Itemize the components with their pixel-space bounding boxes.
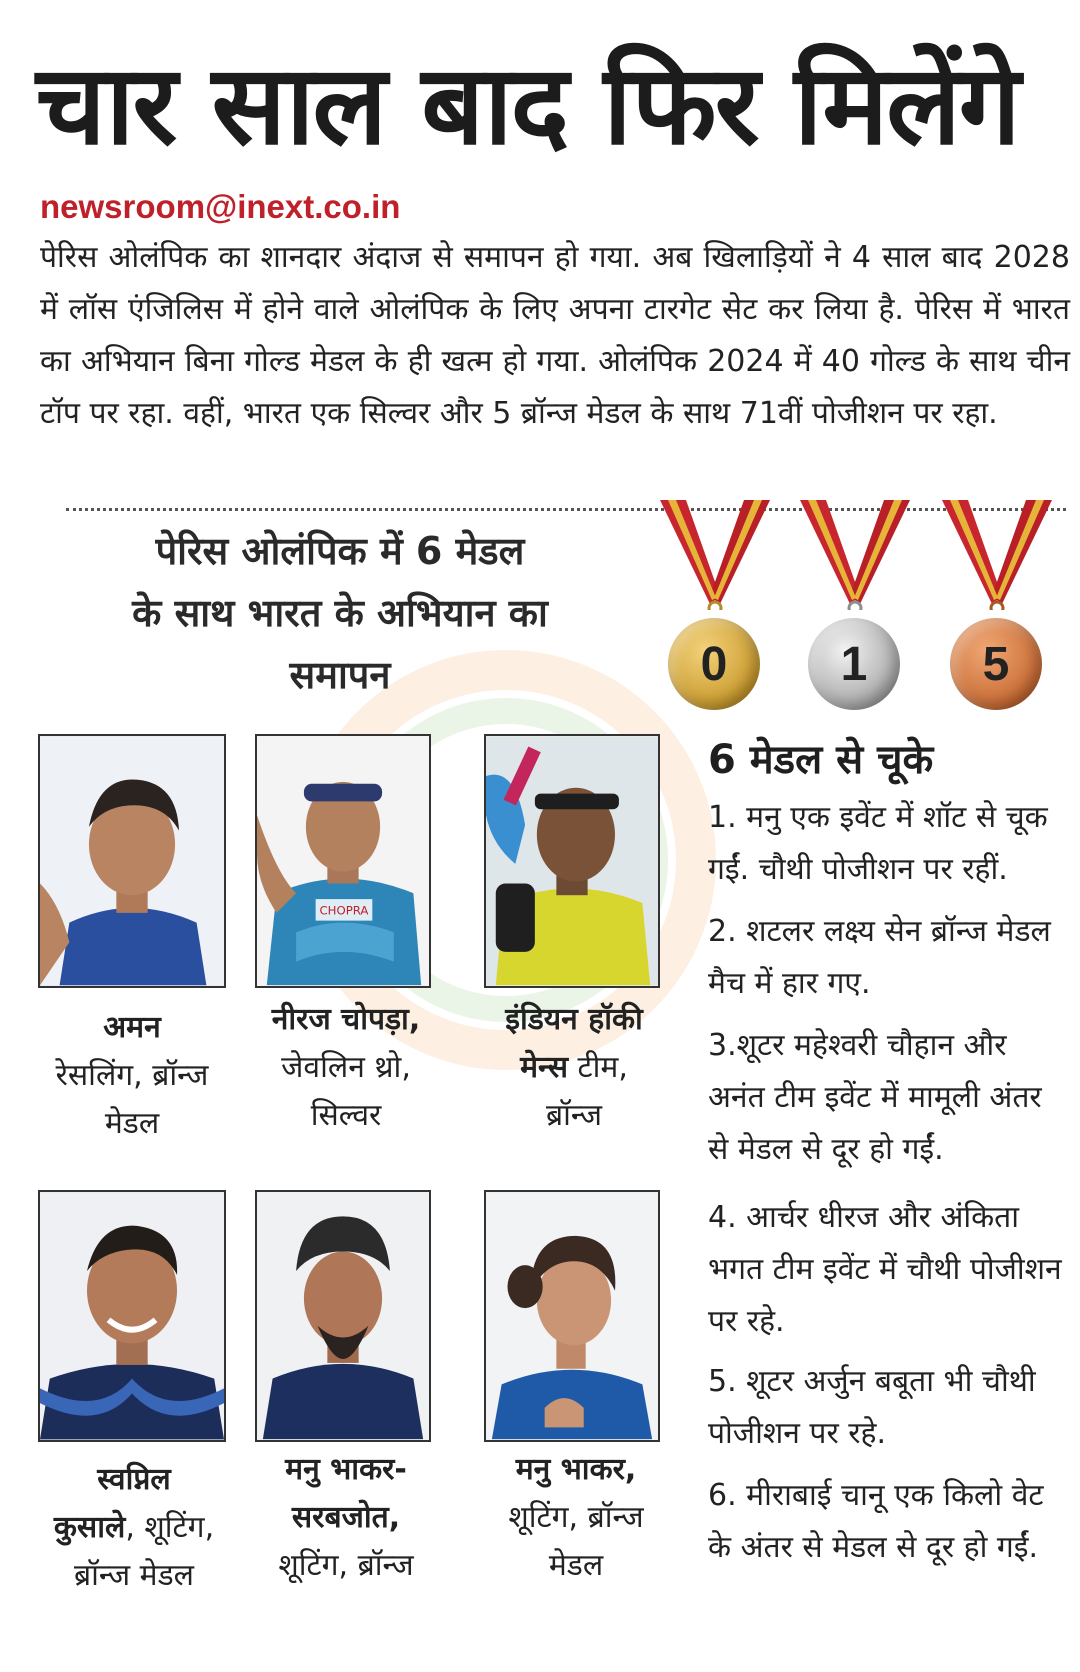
caption-manu-bhaker [476, 1446, 676, 1590]
caption-manu-bhaker-detail-2: मेडल [548, 1548, 604, 1583]
jersey-name: CHOPRA [319, 903, 369, 918]
bronze-medal [942, 500, 1052, 710]
caption-swapnil-name-2: कुसाले [53, 1510, 126, 1545]
ribbon-icon [800, 500, 910, 610]
missed-item-6: 6. मीराबाई चानू एक किलो वेट के अंतर से मेडल से दूर हो गईं. [708, 1478, 1044, 1565]
athlete-portrait-icon [40, 1192, 224, 1440]
section-title-line-3: समापन [289, 653, 391, 697]
section-title-line-1: पेरिस ओलंपिक में 6 मेडल [155, 529, 525, 573]
caption-hockey [464, 996, 684, 1140]
caption-aman-name: अमन [103, 1010, 161, 1045]
photo-manu-bhaker [484, 1190, 660, 1442]
caption-neeraj-detail-2: सिल्वर [310, 1098, 382, 1133]
photo-neeraj-chopra [255, 734, 431, 988]
photo-aman [38, 734, 226, 988]
photo-manu-sarabjot [255, 1190, 431, 1442]
photo-indian-hockey [484, 734, 660, 988]
caption-manu-sarabjot [246, 1446, 446, 1590]
silver-medal-count: 1 [808, 618, 900, 710]
caption-manu-sarabjot-name-2: सरबजोत, [291, 1500, 401, 1535]
ribbon-icon [942, 500, 1052, 610]
caption-manu-bhaker-detail-1: शूटिंग, ब्रॉन्ज [508, 1500, 644, 1535]
caption-aman-detail-1: रेसलिंग, ब्रॉन्ज [55, 1058, 209, 1093]
caption-hockey-detail-1: टीम, [577, 1050, 628, 1085]
caption-manu-sarabjot-name: मनु भाकर- [285, 1452, 407, 1487]
author-email[interactable]: newsroom@inext.co.in [40, 188, 401, 225]
caption-aman-detail-2: मेडल [104, 1106, 160, 1141]
caption-manu-bhaker-name: मनु भाकर, [515, 1452, 637, 1487]
athlete-portrait-icon [40, 736, 224, 986]
missed-item-5: 5. शूटर अर्जुन बबूता भी चौथी पोजीशन पर रहे. [708, 1364, 1036, 1451]
missed-medals-title: 6 मेडल से चूके [708, 737, 934, 783]
silver-medal [800, 500, 910, 710]
caption-swapnil [34, 1456, 234, 1600]
athlete-portrait-icon [486, 736, 658, 986]
caption-swapnil-detail-2: ब्रॉन्ज मेडल [74, 1558, 194, 1593]
bronze-medal-count: 5 [950, 618, 1042, 710]
intro-paragraph: पेरिस ओलंपिक का शानदार अंदाज से समापन हो गया. अब खिलाड़ियों ने 4 साल बाद 2028 में लॉस एंजिलिस में होने वाले ओलंपिक के लिए अपना टारगेट सेट कर लिया है. पेरिस में भारत का अभियान बिना गोल्ड मेडल के ही खत्म हो गया. ओलंपिक 2024 में 40 गोल्ड के साथ चीन टॉप पर रहा. वहीं, भारत एक सिल्वर और 5 ब्रॉन्ज मेडल के साथ 71वीं पोजीशन पर रहा. [40, 240, 1070, 431]
photo-swapnil-kusale [38, 1190, 226, 1442]
caption-aman [34, 1004, 230, 1148]
medal-tally [650, 500, 1070, 720]
caption-hockey-name-2: मेन्स [520, 1050, 568, 1085]
caption-swapnil-detail-1: , शूटिंग, [125, 1510, 215, 1545]
missed-item-3: 3.शूटर महेश्वरी चौहान और अनंत टीम इवेंट में मामूली अंतर से मेडल से दूर हो गईं. [708, 1028, 1042, 1167]
ribbon-icon [660, 500, 770, 610]
caption-neeraj-detail-1: जेवलिन थ्रो, [281, 1050, 411, 1085]
caption-manu-sarabjot-detail-1: शूटिंग, ब्रॉन्ज [278, 1548, 414, 1583]
headline: चार साल बाद फिर मिलेंगे [36, 41, 1019, 169]
athlete-portrait-icon [486, 1192, 658, 1440]
caption-neeraj-name: नीरज चोपड़ा, [271, 1002, 421, 1037]
athlete-portrait-icon [257, 1192, 429, 1440]
caption-hockey-detail-2: ब्रॉन्ज [545, 1098, 603, 1133]
gold-medal [660, 500, 770, 710]
athlete-portrait-icon [257, 736, 429, 986]
missed-item-1: 1. मनु एक इवेंट में शॉट से चूक गईं. चौथी पोजीशन पर रहीं. [708, 800, 1048, 887]
section-title-line-2: के साथ भारत के अभियान का [132, 591, 548, 635]
missed-item-4: 4. आर्चर धीरज और अंकिता भगत टीम इवेंट में चौथी पोजीशन पर रहे. [708, 1200, 1062, 1339]
gold-medal-count: 0 [668, 618, 760, 710]
caption-swapnil-name: स्वप्निल [97, 1462, 171, 1497]
caption-neeraj [246, 996, 446, 1140]
missed-item-2: 2. शटलर लक्ष्य सेन ब्रॉन्ज मेडल मैच में हार गए. [708, 914, 1051, 1001]
section-title [60, 520, 620, 706]
caption-hockey-name: इंडियन हॉकी [505, 1002, 643, 1037]
